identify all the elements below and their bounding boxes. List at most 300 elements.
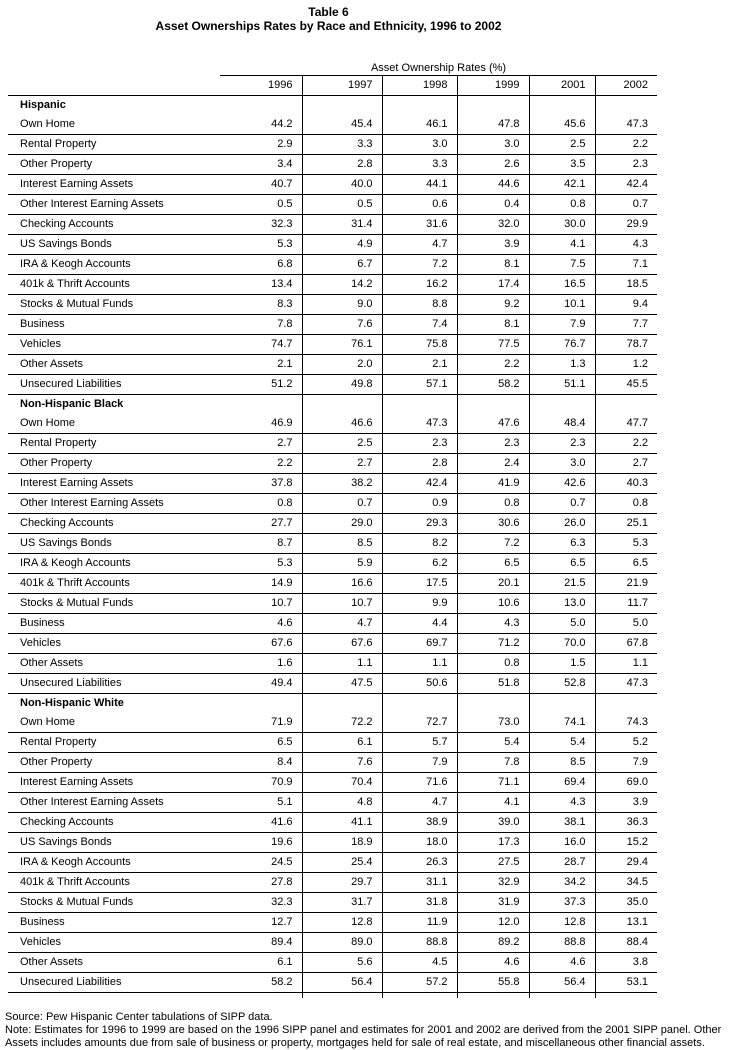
value-cell: 29.9 xyxy=(595,214,657,234)
value-cell: 47.5 xyxy=(302,673,382,693)
value-cell: 7.7 xyxy=(595,314,657,334)
year-header-cell: 2001 xyxy=(529,75,595,95)
value-cell: 58.2 xyxy=(220,972,302,992)
empty-cell xyxy=(220,394,302,414)
value-cell: 2.8 xyxy=(382,453,457,473)
value-cell: 7.9 xyxy=(529,314,595,334)
value-cell: 4.7 xyxy=(382,234,457,254)
value-cell: 30.0 xyxy=(529,214,595,234)
value-cell: 18.0 xyxy=(382,832,457,852)
asset-category-label: IRA & Keogh Accounts xyxy=(8,553,220,573)
table-row xyxy=(8,872,657,892)
value-cell: 2.2 xyxy=(220,453,302,473)
value-cell: 9.0 xyxy=(302,294,382,314)
table-row xyxy=(8,374,657,394)
table-row xyxy=(8,732,657,752)
value-cell: 0.7 xyxy=(529,493,595,513)
value-cell: 4.4 xyxy=(382,613,457,633)
value-cell: 49.4 xyxy=(220,673,302,693)
value-cell: 10.7 xyxy=(220,593,302,613)
value-cell: 35.0 xyxy=(595,892,657,912)
value-cell: 3.3 xyxy=(302,134,382,154)
value-cell: 8.8 xyxy=(382,294,457,314)
value-cell: 89.0 xyxy=(302,932,382,952)
table-footer xyxy=(5,1011,735,1050)
value-cell: 4.9 xyxy=(302,234,382,254)
row-label-spacer xyxy=(8,75,220,95)
table-row xyxy=(8,254,657,274)
value-cell: 13.0 xyxy=(529,593,595,613)
asset-category-label: Rental Property xyxy=(8,134,220,154)
empty-cell xyxy=(457,992,529,998)
value-cell: 2.5 xyxy=(302,433,382,453)
empty-cell xyxy=(302,95,382,115)
asset-category-label: Unsecured Liabilities xyxy=(8,374,220,394)
value-cell: 6.1 xyxy=(220,952,302,972)
year-header-cell: 1996 xyxy=(220,75,302,95)
value-cell: 4.7 xyxy=(382,792,457,812)
value-cell: 4.1 xyxy=(529,234,595,254)
value-cell: 47.6 xyxy=(457,414,529,434)
value-cell: 70.4 xyxy=(302,772,382,792)
empty-cell xyxy=(457,394,529,414)
asset-category-label: IRA & Keogh Accounts xyxy=(8,254,220,274)
value-cell: 6.5 xyxy=(220,732,302,752)
value-cell: 0.5 xyxy=(220,194,302,214)
table-row xyxy=(8,972,657,992)
asset-category-label: Other Assets xyxy=(8,653,220,673)
value-cell: 74.3 xyxy=(595,713,657,733)
value-cell: 25.4 xyxy=(302,852,382,872)
value-cell: 2.2 xyxy=(457,354,529,374)
value-cell: 71.1 xyxy=(457,772,529,792)
value-cell: 7.2 xyxy=(457,533,529,553)
asset-category-label: Own Home xyxy=(8,414,220,434)
empty-cell xyxy=(302,693,382,713)
value-cell: 29.7 xyxy=(302,872,382,892)
value-cell: 2.4 xyxy=(457,453,529,473)
value-cell: 20.1 xyxy=(457,573,529,593)
value-cell: 32.3 xyxy=(220,892,302,912)
value-cell: 37.8 xyxy=(220,473,302,493)
value-cell: 67.8 xyxy=(595,633,657,653)
value-cell: 2.7 xyxy=(220,433,302,453)
value-cell: 3.8 xyxy=(595,952,657,972)
table-row xyxy=(8,772,657,792)
asset-category-label: IRA & Keogh Accounts xyxy=(8,852,220,872)
value-cell: 1.1 xyxy=(595,653,657,673)
table-row xyxy=(8,912,657,932)
value-cell: 14.2 xyxy=(302,274,382,294)
value-cell: 77.5 xyxy=(457,334,529,354)
value-cell: 0.6 xyxy=(382,194,457,214)
value-cell: 5.3 xyxy=(220,234,302,254)
value-cell: 0.8 xyxy=(595,493,657,513)
value-cell: 11.7 xyxy=(595,593,657,613)
value-cell: 36.3 xyxy=(595,812,657,832)
value-cell: 32.9 xyxy=(457,872,529,892)
value-cell: 45.5 xyxy=(595,374,657,394)
value-cell: 88.8 xyxy=(382,932,457,952)
value-cell: 6.5 xyxy=(529,553,595,573)
asset-category-label: 401k & Thrift Accounts xyxy=(8,872,220,892)
empty-cell xyxy=(595,95,657,115)
value-cell: 8.1 xyxy=(457,314,529,334)
value-cell: 55.8 xyxy=(457,972,529,992)
value-cell: 40.0 xyxy=(302,174,382,194)
value-cell: 70.9 xyxy=(220,772,302,792)
value-cell: 40.3 xyxy=(595,473,657,493)
table-row xyxy=(8,613,657,633)
value-cell: 48.4 xyxy=(529,414,595,434)
table-row xyxy=(8,832,657,852)
value-cell: 28.7 xyxy=(529,852,595,872)
value-cell: 1.6 xyxy=(220,653,302,673)
value-cell: 41.1 xyxy=(302,812,382,832)
value-cell: 89.2 xyxy=(457,932,529,952)
value-cell: 34.5 xyxy=(595,872,657,892)
value-cell: 6.2 xyxy=(382,553,457,573)
value-cell: 6.3 xyxy=(529,533,595,553)
asset-category-label: Vehicles xyxy=(8,932,220,952)
value-cell: 5.4 xyxy=(457,732,529,752)
table-row xyxy=(8,573,657,593)
value-cell: 3.9 xyxy=(595,792,657,812)
value-cell: 45.4 xyxy=(302,115,382,135)
value-cell: 1.5 xyxy=(529,653,595,673)
value-cell: 4.3 xyxy=(529,792,595,812)
year-header-cell: 1998 xyxy=(382,75,457,95)
value-cell: 7.4 xyxy=(382,314,457,334)
value-cell: 24.5 xyxy=(220,852,302,872)
value-cell: 17.4 xyxy=(457,274,529,294)
value-cell: 3.0 xyxy=(529,453,595,473)
value-cell: 16.5 xyxy=(529,274,595,294)
empty-cell xyxy=(529,992,595,998)
value-cell: 47.8 xyxy=(457,115,529,135)
value-cell: 5.0 xyxy=(529,613,595,633)
value-cell: 2.3 xyxy=(529,433,595,453)
section-header-row xyxy=(8,693,657,713)
table-row xyxy=(8,752,657,772)
value-cell: 4.8 xyxy=(302,792,382,812)
value-cell: 1.2 xyxy=(595,354,657,374)
year-header-cell: 1997 xyxy=(302,75,382,95)
value-cell: 0.7 xyxy=(595,194,657,214)
value-cell: 26.0 xyxy=(529,513,595,533)
empty-cell xyxy=(595,992,657,998)
asset-category-label: Interest Earning Assets xyxy=(8,772,220,792)
value-cell: 72.2 xyxy=(302,713,382,733)
value-cell: 2.2 xyxy=(595,433,657,453)
value-cell: 1.1 xyxy=(382,653,457,673)
empty-cell xyxy=(220,693,302,713)
value-cell: 9.9 xyxy=(382,593,457,613)
value-cell: 1.1 xyxy=(302,653,382,673)
value-cell: 5.4 xyxy=(529,732,595,752)
value-cell: 46.6 xyxy=(302,414,382,434)
asset-category-label: Interest Earning Assets xyxy=(8,473,220,493)
table-row xyxy=(8,214,657,234)
value-cell: 4.1 xyxy=(457,792,529,812)
value-cell: 2.3 xyxy=(595,154,657,174)
table-row xyxy=(8,892,657,912)
value-cell: 31.7 xyxy=(302,892,382,912)
value-cell: 71.6 xyxy=(382,772,457,792)
value-cell: 47.3 xyxy=(382,414,457,434)
table-row xyxy=(8,453,657,473)
table-row xyxy=(8,852,657,872)
value-cell: 5.3 xyxy=(595,533,657,553)
asset-category-label: Rental Property xyxy=(8,732,220,752)
asset-category-label: Other Assets xyxy=(8,354,220,374)
table-row xyxy=(8,334,657,354)
value-cell: 39.0 xyxy=(457,812,529,832)
value-cell: 72.7 xyxy=(382,713,457,733)
value-cell: 44.1 xyxy=(382,174,457,194)
value-cell: 6.5 xyxy=(457,553,529,573)
value-cell: 9.2 xyxy=(457,294,529,314)
table-row xyxy=(8,493,657,513)
value-cell: 67.6 xyxy=(220,633,302,653)
value-cell: 15.2 xyxy=(595,832,657,852)
value-cell: 8.4 xyxy=(220,752,302,772)
table-row xyxy=(8,473,657,493)
asset-ownership-table xyxy=(8,56,657,998)
value-cell: 10.1 xyxy=(529,294,595,314)
table-row xyxy=(8,673,657,693)
value-cell: 6.1 xyxy=(302,732,382,752)
value-cell: 46.1 xyxy=(382,115,457,135)
value-cell: 7.2 xyxy=(382,254,457,274)
asset-category-label: Checking Accounts xyxy=(8,513,220,533)
value-cell: 2.3 xyxy=(457,433,529,453)
value-cell: 14.9 xyxy=(220,573,302,593)
empty-cell xyxy=(220,992,302,998)
value-cell: 4.6 xyxy=(220,613,302,633)
table-row xyxy=(8,812,657,832)
value-cell: 10.6 xyxy=(457,593,529,613)
value-cell: 19.6 xyxy=(220,832,302,852)
row-label-spacer xyxy=(8,992,220,998)
table-row xyxy=(8,115,657,135)
value-cell: 13.1 xyxy=(595,912,657,932)
value-cell: 7.9 xyxy=(382,752,457,772)
asset-category-label: Other Property xyxy=(8,453,220,473)
asset-category-label: US Savings Bonds xyxy=(8,533,220,553)
table-row xyxy=(8,533,657,553)
value-cell: 2.6 xyxy=(457,154,529,174)
table-row xyxy=(8,593,657,613)
value-cell: 25.1 xyxy=(595,513,657,533)
value-cell: 18.5 xyxy=(595,274,657,294)
value-cell: 0.7 xyxy=(302,493,382,513)
asset-category-label: Stocks & Mutual Funds xyxy=(8,593,220,613)
value-cell: 0.8 xyxy=(457,493,529,513)
value-cell: 4.3 xyxy=(457,613,529,633)
value-cell: 11.9 xyxy=(382,912,457,932)
asset-category-label: Business xyxy=(8,314,220,334)
value-cell: 2.5 xyxy=(529,134,595,154)
value-cell: 38.2 xyxy=(302,473,382,493)
value-cell: 4.5 xyxy=(382,952,457,972)
value-cell: 42.6 xyxy=(529,473,595,493)
value-cell: 37.3 xyxy=(529,892,595,912)
asset-category-label: Vehicles xyxy=(8,633,220,653)
value-cell: 4.7 xyxy=(302,613,382,633)
asset-category-label: 401k & Thrift Accounts xyxy=(8,573,220,593)
value-cell: 78.7 xyxy=(595,334,657,354)
table-row xyxy=(8,513,657,533)
table-row xyxy=(8,194,657,214)
value-cell: 21.9 xyxy=(595,573,657,593)
value-cell: 42.4 xyxy=(595,174,657,194)
value-cell: 7.6 xyxy=(302,314,382,334)
table-row xyxy=(8,314,657,334)
value-cell: 31.6 xyxy=(382,214,457,234)
value-cell: 3.5 xyxy=(529,154,595,174)
value-cell: 1.3 xyxy=(529,354,595,374)
value-cell: 57.2 xyxy=(382,972,457,992)
value-cell: 16.6 xyxy=(302,573,382,593)
value-cell: 27.7 xyxy=(220,513,302,533)
source-note: Source: Pew Hispanic Center tabulations of SIPP data. xyxy=(5,1010,273,1023)
asset-category-label: Other Interest Earning Assets xyxy=(8,792,220,812)
value-cell: 3.3 xyxy=(382,154,457,174)
value-cell: 7.8 xyxy=(220,314,302,334)
value-cell: 76.7 xyxy=(529,334,595,354)
asset-category-label: Stocks & Mutual Funds xyxy=(8,892,220,912)
value-cell: 47.3 xyxy=(595,673,657,693)
asset-category-label: Interest Earning Assets xyxy=(8,174,220,194)
value-cell: 56.4 xyxy=(302,972,382,992)
value-cell: 49.8 xyxy=(302,374,382,394)
table-number-title: Table 6 xyxy=(308,5,349,19)
value-cell: 26.3 xyxy=(382,852,457,872)
value-cell: 44.2 xyxy=(220,115,302,135)
value-cell: 51.2 xyxy=(220,374,302,394)
value-cell: 2.2 xyxy=(595,134,657,154)
asset-category-label: Other Assets xyxy=(8,952,220,972)
value-cell: 2.9 xyxy=(220,134,302,154)
value-cell: 31.1 xyxy=(382,872,457,892)
table-row xyxy=(8,952,657,972)
value-cell: 8.7 xyxy=(220,533,302,553)
value-cell: 8.2 xyxy=(382,533,457,553)
value-cell: 0.8 xyxy=(457,653,529,673)
asset-category-label: US Savings Bonds xyxy=(8,832,220,852)
value-cell: 40.7 xyxy=(220,174,302,194)
value-cell: 89.4 xyxy=(220,932,302,952)
table-row xyxy=(8,234,657,254)
value-cell: 8.5 xyxy=(302,533,382,553)
value-cell: 7.8 xyxy=(457,752,529,772)
value-cell: 0.8 xyxy=(529,194,595,214)
value-cell: 21.5 xyxy=(529,573,595,593)
table-row xyxy=(8,633,657,653)
asset-category-label: Business xyxy=(8,912,220,932)
value-cell: 2.7 xyxy=(302,453,382,473)
empty-cell xyxy=(382,693,457,713)
table-row xyxy=(8,154,657,174)
value-cell: 71.2 xyxy=(457,633,529,653)
value-cell: 0.8 xyxy=(220,493,302,513)
asset-category-label: Other Property xyxy=(8,752,220,772)
value-cell: 76.1 xyxy=(302,334,382,354)
value-cell: 8.3 xyxy=(220,294,302,314)
value-cell: 88.8 xyxy=(529,932,595,952)
empty-cell xyxy=(595,693,657,713)
table-row xyxy=(8,134,657,154)
value-cell: 69.7 xyxy=(382,633,457,653)
table-row xyxy=(8,294,657,314)
section-header-label: Non-Hispanic White xyxy=(20,697,124,709)
value-cell: 74.1 xyxy=(529,713,595,733)
value-cell: 8.5 xyxy=(529,752,595,772)
methodology-note: Note: Estimates for 1996 to 1999 are based on the 1996 SIPP panel and estimates for 2001 and 2002 are derived from the 2001 SIPP panel. Other Assets includes amounts due from sale of business or property, mortgages held for sale of real estate, and miscellaneous other financial assets. xyxy=(5,1023,722,1049)
value-cell: 38.1 xyxy=(529,812,595,832)
empty-cell xyxy=(529,394,595,414)
value-cell: 0.9 xyxy=(382,493,457,513)
empty-cell xyxy=(382,95,457,115)
empty-cell xyxy=(382,992,457,998)
row-label-spacer xyxy=(8,56,220,75)
value-cell: 3.9 xyxy=(457,234,529,254)
table-row xyxy=(8,414,657,434)
value-cell: 6.8 xyxy=(220,254,302,274)
empty-cell xyxy=(529,693,595,713)
asset-category-label: Own Home xyxy=(8,713,220,733)
year-header-cell: 1999 xyxy=(457,75,529,95)
value-cell: 27.5 xyxy=(457,852,529,872)
value-cell: 18.9 xyxy=(302,832,382,852)
value-cell: 42.1 xyxy=(529,174,595,194)
value-cell: 44.6 xyxy=(457,174,529,194)
value-cell: 32.3 xyxy=(220,214,302,234)
value-cell: 5.2 xyxy=(595,732,657,752)
value-cell: 27.8 xyxy=(220,872,302,892)
asset-category-label: Unsecured Liabilities xyxy=(8,972,220,992)
section-header-row xyxy=(8,95,657,115)
value-cell: 5.0 xyxy=(595,613,657,633)
value-cell: 5.9 xyxy=(302,553,382,573)
asset-category-label: Rental Property xyxy=(8,433,220,453)
value-cell: 4.6 xyxy=(529,952,595,972)
value-cell: 2.1 xyxy=(382,354,457,374)
section-header-row xyxy=(8,394,657,414)
asset-category-label: Business xyxy=(8,613,220,633)
asset-category-label: Stocks & Mutual Funds xyxy=(8,294,220,314)
value-cell: 7.5 xyxy=(529,254,595,274)
value-cell: 3.4 xyxy=(220,154,302,174)
value-cell: 5.3 xyxy=(220,553,302,573)
table-row xyxy=(8,274,657,294)
empty-cell xyxy=(382,394,457,414)
table-title-block xyxy=(0,0,657,33)
table-row xyxy=(8,713,657,733)
value-cell: 45.6 xyxy=(529,115,595,135)
asset-category-label: Own Home xyxy=(8,115,220,135)
asset-category-label: Checking Accounts xyxy=(8,214,220,234)
value-cell: 16.0 xyxy=(529,832,595,852)
value-cell: 47.7 xyxy=(595,414,657,434)
value-cell: 4.3 xyxy=(595,234,657,254)
value-cell: 10.7 xyxy=(302,593,382,613)
asset-category-label: Other Interest Earning Assets xyxy=(8,194,220,214)
value-cell: 31.4 xyxy=(302,214,382,234)
value-cell: 88.4 xyxy=(595,932,657,952)
value-cell: 67.6 xyxy=(302,633,382,653)
